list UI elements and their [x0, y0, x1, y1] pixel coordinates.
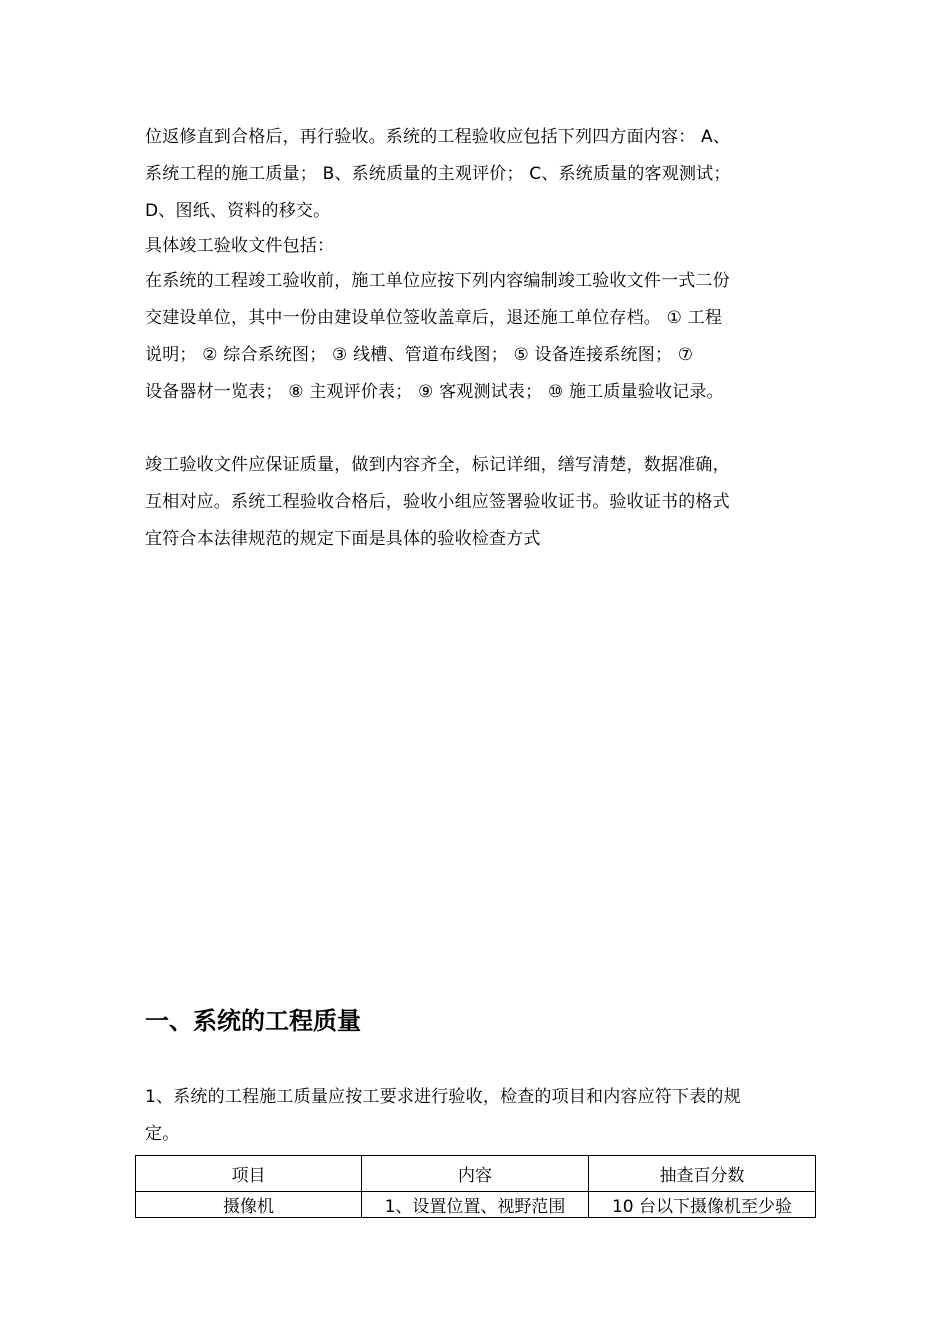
table-header-cell: 项目: [136, 1156, 362, 1192]
section-title: 一、系统的工程质量: [145, 1007, 361, 1035]
table-row: [136, 1192, 816, 1218]
paragraph-line: 交建设单位，其中一份由建设单位签收盖章后，退还施工单位存档。 ① 工程: [145, 308, 723, 328]
table-cell: 10 台以下摄像机至少验: [589, 1192, 816, 1218]
paragraph-line: 宜符合本法律规范的规定下面是具体的验收检查方式: [145, 529, 541, 549]
section-intro: 定。: [145, 1124, 180, 1144]
table-cell: 摄像机: [136, 1192, 362, 1218]
paragraph-line: 说明； ② 综合系统图； ③ 线槽、管道布线图； ⑤ 设备连接系统图； ⑦: [145, 345, 694, 365]
table-cell: 1、设置位置、视野范围: [362, 1192, 589, 1218]
paragraph-line: 系统工程的施工质量； B、系统质量的主观评价； C、系统质量的客观测试；: [145, 164, 731, 184]
paragraph-line: 竣工验收文件应保证质量，做到内容齐全，标记详细，缮写清楚，数据准确，: [145, 455, 730, 475]
section-intro: 1、系统的工程施工质量应按工要求进行验收，检查的项目和内容应符下表的规: [145, 1087, 741, 1107]
paragraph-line: D、图纸、资料的移交。: [145, 201, 331, 221]
paragraph-line: 位返修直到合格后，再行验收。系统的工程验收应包括下列四方面内容： A、: [145, 127, 731, 147]
paragraph-line: 互相对应。系统工程验收合格后，验收小组应签署验收证书。验收证书的格式: [145, 492, 730, 512]
paragraph-line: 具体竣工验收文件包括：: [145, 236, 335, 256]
paragraph-line: 设备器材一览表； ⑧ 主观评价表； ⑨ 客观测试表； ⑩ 施工质量验收记录。: [145, 382, 724, 402]
table-header-cell: 抽查百分数: [589, 1156, 816, 1192]
table-header-cell: 内容: [362, 1156, 589, 1192]
table-header-row: [136, 1156, 816, 1192]
inspection-table: [135, 1155, 816, 1218]
paragraph-line: 在系统的工程竣工验收前，施工单位应按下列内容编制竣工验收文件一式二份: [145, 271, 730, 291]
